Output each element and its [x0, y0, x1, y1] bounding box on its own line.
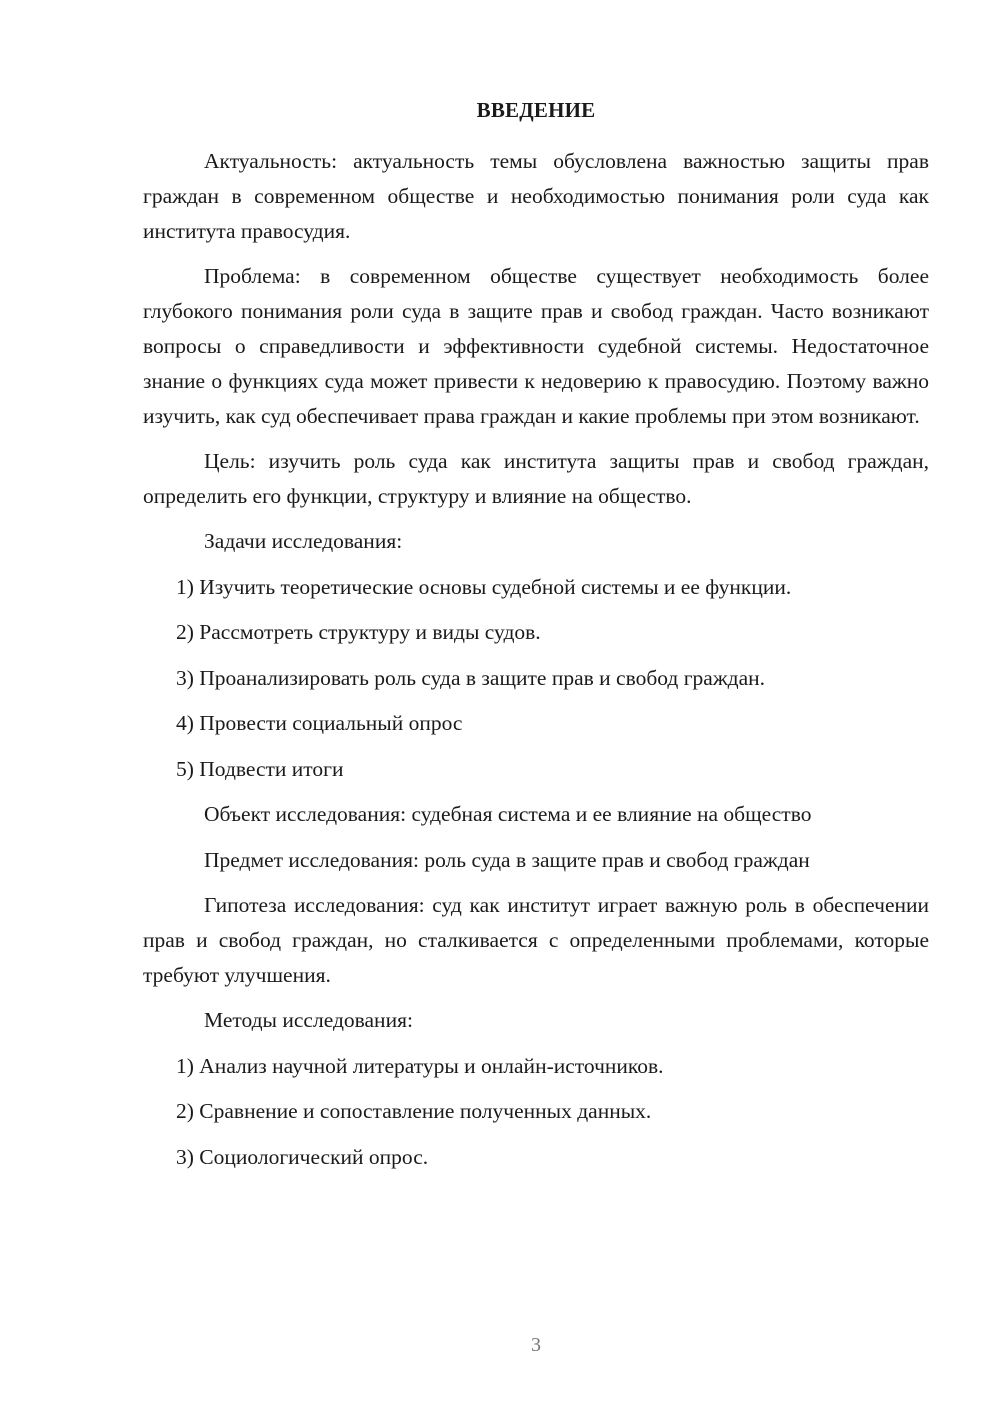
page-number: 3	[531, 1334, 541, 1356]
method-item-1: 1) Анализ научной литературы и онлайн-источников.	[176, 1053, 664, 1078]
task-item-1: 1) Изучить теоретические основы судебной системы и ее функции.	[176, 574, 792, 599]
research-subject: Предмет исследования: роль суда в защите прав и свобод граждан	[204, 847, 810, 872]
goal-paragraph: Цель: изучить роль суда как института защиты прав и свобод граждан, определить его функции, структуру и влияние на общество.	[143, 449, 929, 508]
task-item-3: 3) Проанализировать роль суда в защите прав и свобод граждан.	[176, 665, 766, 690]
page-title: ВВЕДЕНИЕ	[476, 98, 596, 122]
research-object: Объект исследования: судебная система и ее влияние на общество	[204, 802, 812, 826]
task-item-5: 5) Подвести итоги	[176, 756, 344, 781]
hypothesis-paragraph: Гипотеза исследования: суд как институт играет важную роль в обеспечении прав и свобод граждан, но сталкивается с определенными проблемами, которые требуют улучшения.	[143, 893, 929, 987]
method-item-2: 2) Сравнение и сопоставление полученных данных.	[176, 1099, 652, 1123]
document-page	[143, 0, 929, 1414]
document-body	[143, 144, 929, 1185]
problem-paragraph: Проблема: в современном обществе существует необходимость более глубокого понимания роли суда в защите прав и свобод граждан. Часто возникают вопросы о справедливости и эффективности судебной системы. Недостаточное знание о функциях суда может привести к недоверию к правосудию. Поэтому важно изучить, как суд обеспечивает права граждан и какие проблемы при этом возникают.	[143, 264, 929, 428]
tasks-heading: Задачи исследования:	[204, 529, 403, 553]
methods-heading: Методы исследования:	[204, 1008, 413, 1032]
task-item-2: 2) Рассмотреть структуру и виды судов.	[176, 620, 541, 644]
relevance-paragraph: Актуальность: актуальность темы обусловлена важностью защиты прав граждан в современном обществе и необходимостью понимания роли суда как института правосудия.	[143, 149, 929, 243]
task-item-4: 4) Провести социальный опрос	[176, 711, 463, 735]
method-item-3: 3) Социологический опрос.	[176, 1144, 429, 1169]
